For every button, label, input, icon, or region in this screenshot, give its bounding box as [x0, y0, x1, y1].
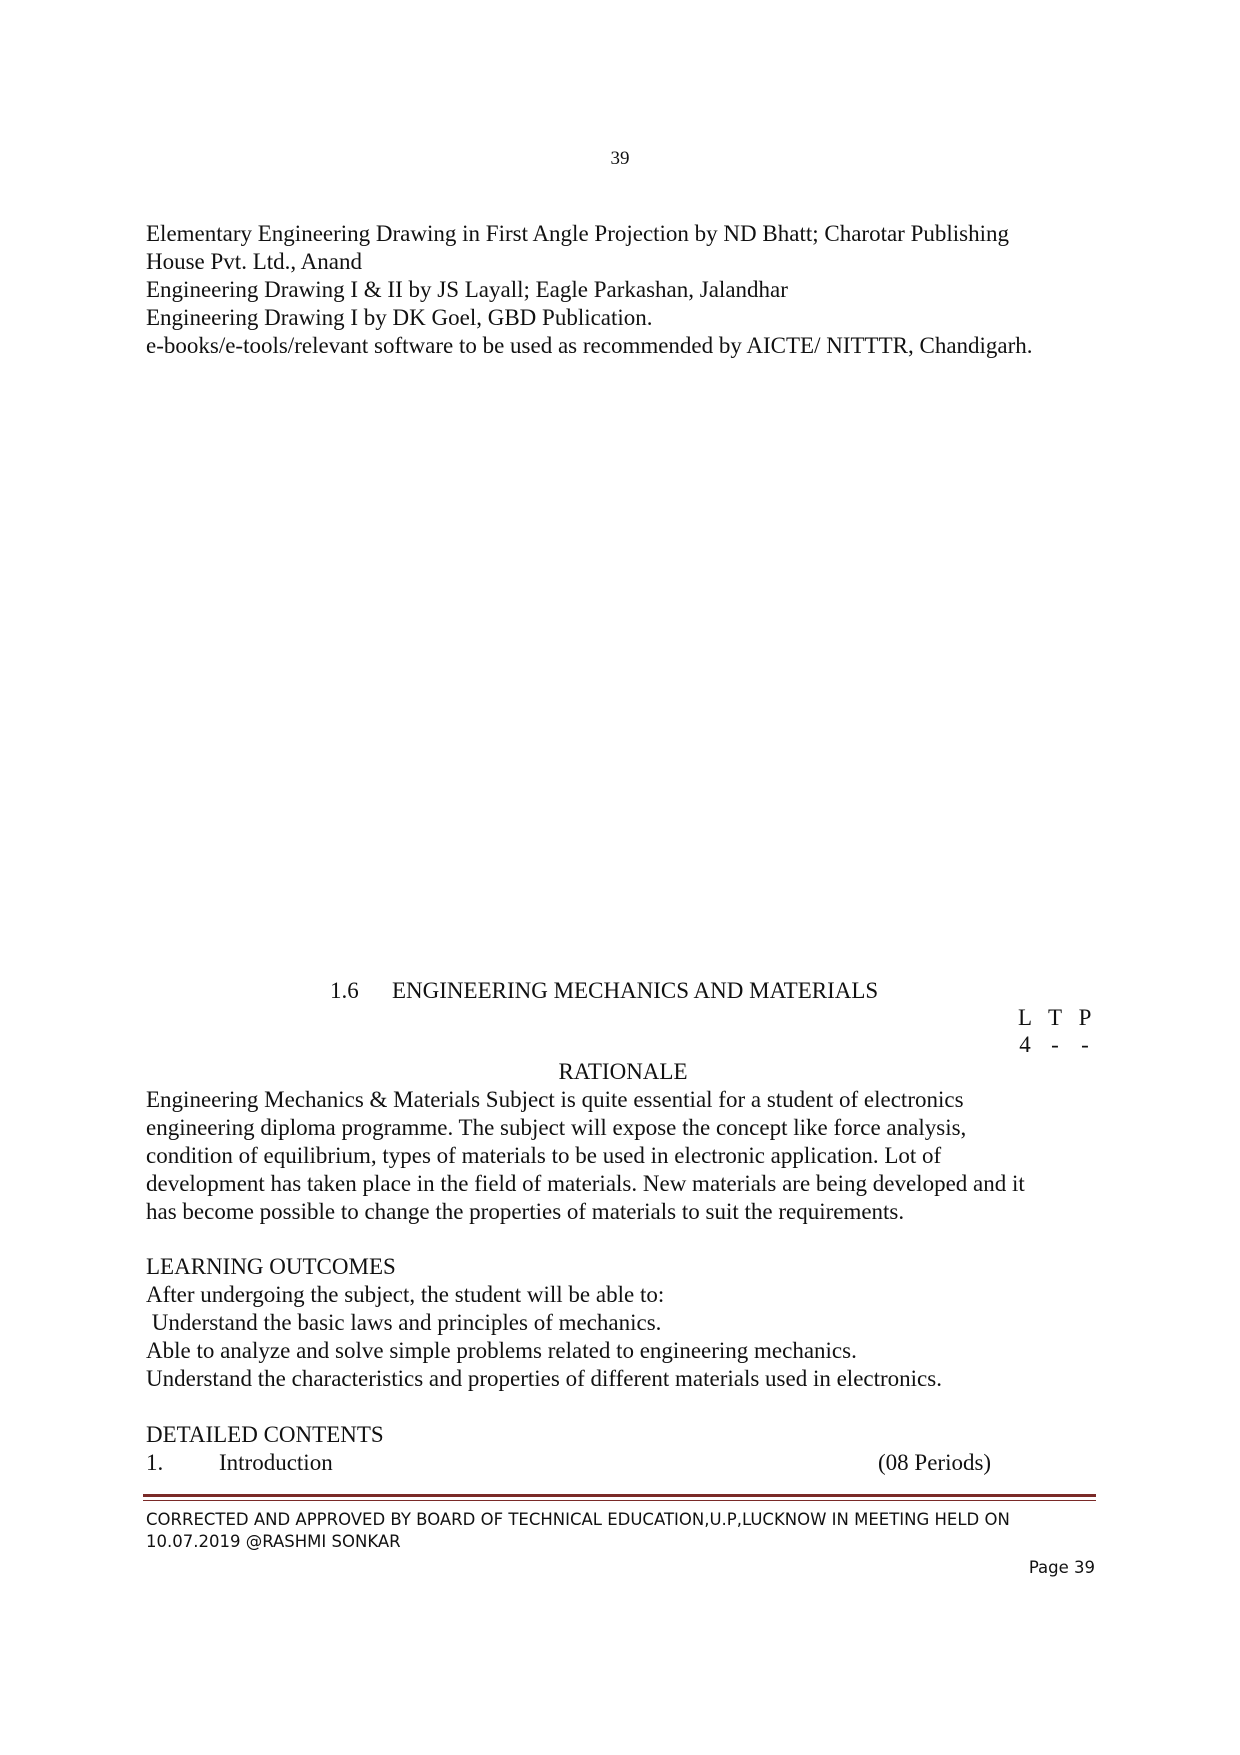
- footer-line: 10.07.2019 @RASHMI SONKAR: [146, 1532, 401, 1551]
- rationale-line: engineering diploma programme. The subject will expose the concept like force analysis,: [146, 1115, 967, 1140]
- learning-outcomes-list: [146, 1281, 942, 1393]
- rationale-line: condition of equilibrium, types of materials to be used in electronic application. Lot of: [146, 1143, 942, 1168]
- footer-rule-thick: [143, 1494, 1096, 1497]
- top-page-number: 39: [610, 148, 630, 169]
- rationale-paragraph: [146, 1086, 1025, 1226]
- ltp-header-t: T: [1047, 1005, 1063, 1030]
- content-item-number: 1.: [146, 1450, 164, 1475]
- footer-note: [146, 1509, 1010, 1553]
- detailed-contents-title: DETAILED CONTENTS: [146, 1422, 384, 1447]
- learning-outcomes-title: LEARNING OUTCOMES: [146, 1254, 396, 1279]
- learning-outcome-line: Able to analyze and solve simple problems related to engineering mechanics.: [146, 1338, 857, 1363]
- section-heading: [330, 977, 878, 1005]
- content-item-periods: (08 Periods): [878, 1450, 992, 1475]
- reference-line: Engineering Drawing I by DK Goel, GBD Publication.: [146, 305, 653, 330]
- content-item-title: Introduction: [219, 1450, 333, 1475]
- reference-line: House Pvt. Ltd., Anand: [146, 249, 362, 274]
- learning-outcome-line: Understand the characteristics and properties of different materials used in electronics.: [146, 1366, 942, 1391]
- rationale-line: development has taken place in the field of materials. New materials are being developed and it: [146, 1171, 1025, 1196]
- rationale-line: has become possible to change the properties of materials to suit the requirements.: [146, 1199, 905, 1224]
- section-number: 1.6: [330, 978, 359, 1003]
- footer-rule-thin: [143, 1500, 1096, 1501]
- ltp-value-t: -: [1051, 1032, 1059, 1057]
- footer-page-label: Page 39: [1028, 1558, 1095, 1577]
- ltp-header-p: P: [1078, 1005, 1092, 1030]
- section-title: ENGINEERING MECHANICS AND MATERIALS: [392, 978, 879, 1003]
- ltp-value-p: -: [1081, 1032, 1089, 1057]
- reference-line: e-books/e-tools/relevant software to be used as recommended by AICTE/ NITTTR, Chandigarh.: [146, 333, 1033, 358]
- learning-outcome-line: After undergoing the subject, the student will be able to:: [146, 1282, 665, 1307]
- reference-line: Elementary Engineering Drawing in First Angle Projection by ND Bhatt; Charotar Publishing: [146, 221, 1010, 246]
- rationale-title: RATIONALE: [558, 1059, 688, 1084]
- ltp-header-l: L: [1017, 1005, 1033, 1030]
- reference-line: Engineering Drawing I & II by JS Layall; Eagle Parkashan, Jalandhar: [146, 277, 788, 302]
- footer-line: CORRECTED AND APPROVED BY BOARD OF TECHNICAL EDUCATION,U.P,LUCKNOW IN MEETING HELD ON: [146, 1510, 1010, 1529]
- ltp-value-l: 4: [1019, 1032, 1031, 1057]
- ltp-table: [1010, 1004, 1100, 1058]
- learning-outcome-line: Understand the basic laws and principles of mechanics.: [146, 1310, 662, 1335]
- rationale-line: Engineering Mechanics & Materials Subject is quite essential for a student of electronics: [146, 1087, 964, 1112]
- reference-list: [146, 220, 1033, 360]
